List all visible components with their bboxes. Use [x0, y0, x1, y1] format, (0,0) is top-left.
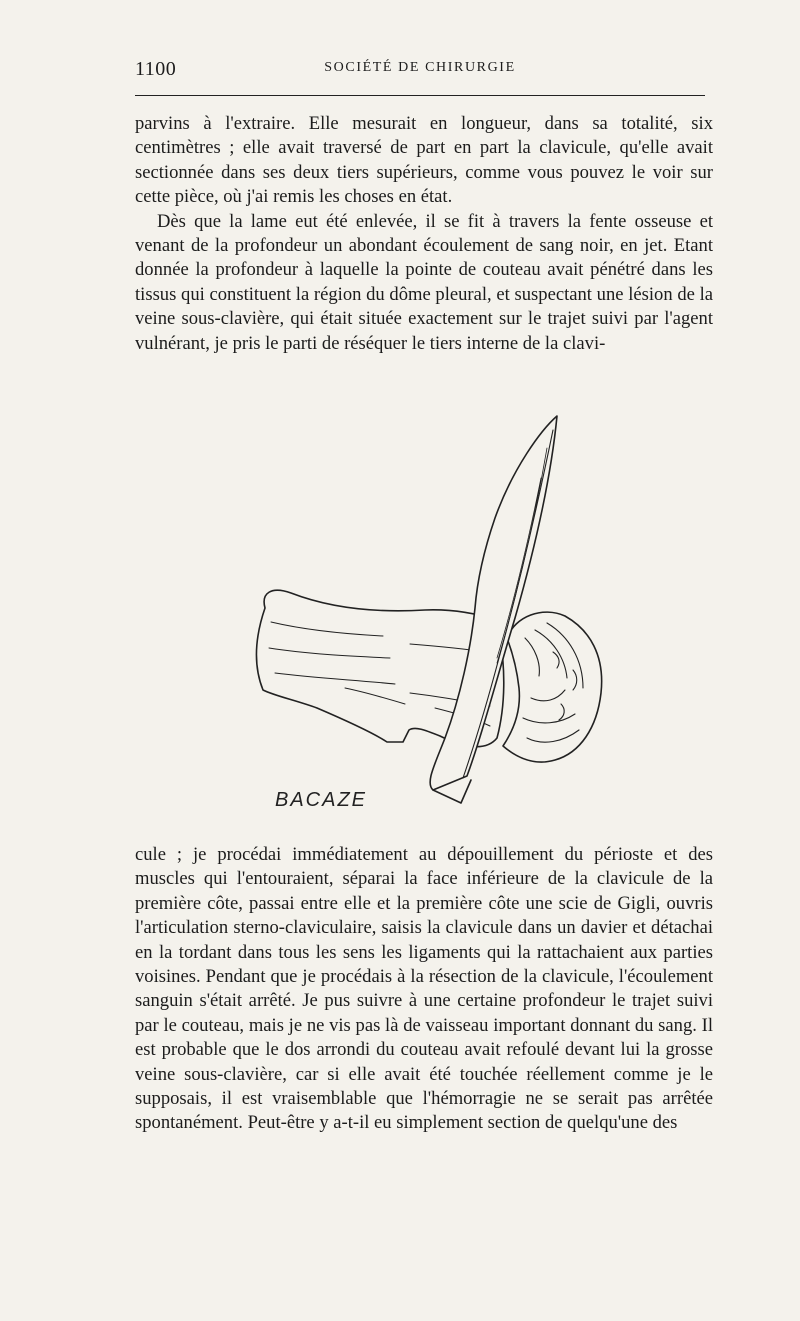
clavicle-knife-illustration	[235, 408, 615, 823]
text-block-bottom	[135, 843, 713, 1136]
running-title: SOCIÉTÉ DE CHIRURGIE	[324, 60, 516, 75]
paragraph: parvins à l'extraire. Elle mesurait en longueur, dans sa totalité, six centimètres ; elle avait traversé de part en part la clavicule, qu'elle avait sectionnée dans ses deux tiers supérieurs, comme vous pouvez le voir sur cette pièce, où j'ai remis les choses en état.	[135, 113, 713, 208]
page-number: 1100	[135, 58, 177, 80]
text-block-top	[135, 112, 713, 356]
page-header	[135, 58, 705, 88]
tissue-mass	[503, 612, 602, 762]
paragraph: Dès que la lame eut été enlevée, il se fit à travers la fente osseuse et venant de la profondeur un abondant écoulement de sang noir, en jet. Etant donnée la profondeur à laquelle la pointe de couteau avait pénétré dans les tissus qui constituent la région du dôme pleural, et suspectant une lésion de la veine sous-clavière, qui était située exactement sur le trajet suivi par l'agent vulnérant, je pris le parti de réséquer le tiers interne de la clavi-	[135, 210, 713, 354]
knife-blade	[430, 416, 557, 790]
header-rule	[135, 95, 705, 96]
artist-signature: BACAZE	[275, 789, 368, 811]
illustration-drawing	[235, 408, 615, 823]
paragraph: cule ; je procédai immédiatement au dépouillement du périoste et des muscles qui l'entouraient, séparai la face inférieure de la clavicule de la première côte, passai entre elle et la première côte une scie de Gigli, ouvris l'articulation sterno-claviculaire, saisis la clavicule dans un davier et détachai en la tordant dans tous les sens les ligaments qui la rattachaient aux parties voisines. Pendant que je procédais à la résection de la clavicule, l'écoulement sanguin s'était arrêté. Je pus suivre à une certaine profondeur le trajet suivi par le couteau, mais je ne vis pas là de vaisseau important donnant du sang. Il est probable que le dos arrondi du couteau avait refoulé devant lui la grosse veine sous-clavière, car si elle avait été touchée réellement comme je le supposais, il est vraisemblable que l'hémorragie ne se serait pas arrêtée spontanément. Peut-être y a-t-il eu simplement section de quelqu'une des	[135, 844, 713, 1134]
